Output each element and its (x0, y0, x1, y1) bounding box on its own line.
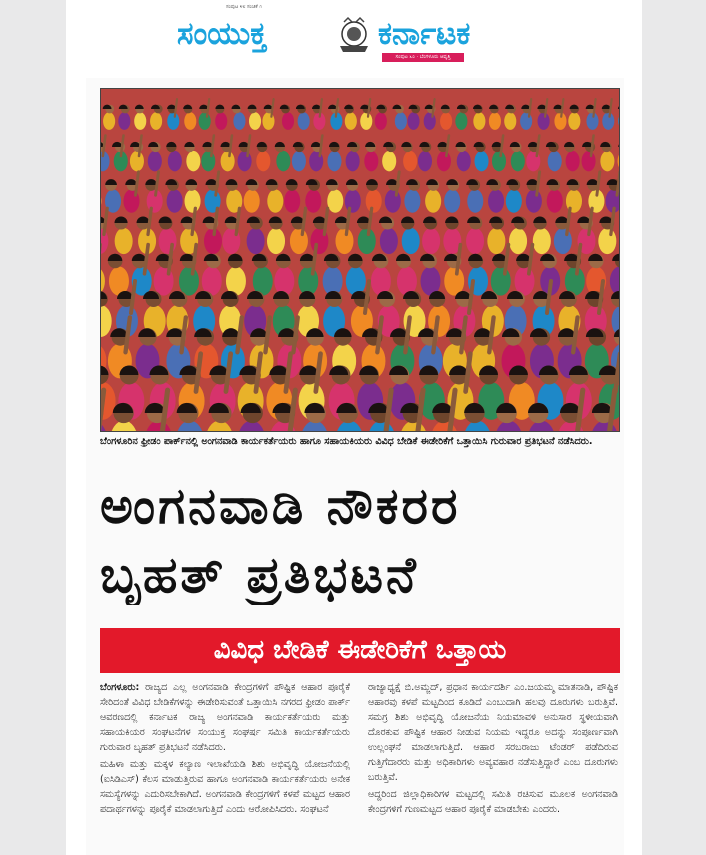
masthead (66, 0, 642, 72)
article-dateline: ಬೆಂಗಳೂರು: (100, 682, 140, 693)
article-text: ರಾಜ್ಯದ ಎಲ್ಲ ಅಂಗನವಾಡಿ ಕೇಂದ್ರಗಳಿಗೆ ಪೌಷ್ಟಿಕ ಆಹಾರ ಪೂರೈಕೆ ಸೇರಿದಂತೆ ವಿವಿಧ ಬೇಡಿಕೆಗಳನ್ನು ಈಡೇರಿಸುವಂತೆ ಒತ್ತಾಯಿಸಿ ನಗರದ ಫ್ರೀಡಂ ಪಾರ್ಕ್ ಆವರಣದಲ್ಲಿ ಕರ್ನಾಟಕ ರಾಜ್ಯ ಅಂಗನವಾಡಿ ಕಾರ್ಯಕರ್ತೆಯರು ಮತ್ತು ಸಹಾಯಕಿಯರ ಸಂಘಟನೆಗಳ ಸಂಯುಕ್ತ ಸಂಘರ್ಷ ಸಮಿತಿ ಕಾರ್ಯಕರ್ತೆಯರು ಗುರುವಾರ ಬೃಹತ್ ಪ್ರತಿಭಟನೆ ನಡೆಸಿದರು. (100, 682, 350, 753)
article-column-right (368, 680, 618, 855)
headline-line-2: ಬೃಹತ್ ಪ್ರತಿಭಟನೆ (100, 546, 419, 604)
masthead-title-right: ಕರ್ನಾಟಕ (378, 16, 471, 52)
masthead-title-left: ಸಂಯುಕ್ತ (177, 16, 267, 52)
article-column-left (100, 680, 350, 855)
protest-crowd-photo (100, 88, 620, 432)
article-paragraph: ಆದ್ದರಿಂದ ಜಿಲ್ಲಾಧಿಕಾರಿಗಳ ಮಟ್ಟದಲ್ಲಿ ಸಮಿತಿ ರಚಿಸುವ ಮೂಲಕ ಅಂಗನವಾಡಿ ಕೇಂದ್ರಗಳಿಗೆ ಗುಣಮಟ್ಟದ ಆಹಾರ ಪೂರೈಕೆ ಮಾಡಬೇಕು ಎಂದರು. (368, 789, 618, 815)
masthead-tagline: ಸಂಪುಟ ೬೦ · ಬೆಂಗಳೂರು ಆವೃತ್ತಿ (382, 53, 464, 62)
subheadline-banner: ವಿವಿಧ ಬೇಡಿಕೆ ಈಡೇರಿಕೆಗೆ ಒತ್ತಾಯ (100, 628, 620, 673)
crowd-illustration (101, 89, 619, 431)
photo-caption: ಬೆಂಗಳೂರಿನ ಫ್ರೀಡಂ ಪಾರ್ಕ್‌ನಲ್ಲಿ ಅಂಗನವಾಡಿ ಕಾರ್ಯಕರ್ತೆಯರು ಹಾಗೂ ಸಹಾಯಕಿಯರು ವಿವಿಧ ಬೇಡಿಕೆ ಈಡೇರಿಕೆಗೆ ಒತ್ತಾಯಿಸಿ ಗುರುವಾರ ಪ್ರತಿಭಟನೆ ನಡೆಸಿದರು. (100, 436, 593, 447)
masthead-issue-info: ಸಂಪುಟ ೪೮ ಸಂಚಿಕೆ ೧ (226, 4, 263, 10)
newspaper-emblem-icon (332, 16, 376, 58)
article-paragraph: ಮಹಿಳಾ ಮತ್ತು ಮಕ್ಕಳ ಕಲ್ಯಾಣ ಇಲಾಖೆಯಡಿ ಶಿಶು ಅಭಿವೃದ್ಧಿ ಯೋಜನೆಯಲ್ಲಿ (ಐಸಿಡಿಎಸ್) ಕೆಲಸ ಮಾಡುತ್ತಿರುವ ಹಾಗೂ ಅಂಗನವಾಡಿ ಕಾರ್ಯಕರ್ತೆಯರು ಅನೇಕ ಸಮಸ್ಯೆಗಳನ್ನು ಎದುರಿಸಬೇಕಾಗಿದೆ. ಅಂಗನವಾಡಿ ಕೇಂದ್ರಗಳಿಗೆ ಕಳಪೆ ಮಟ್ಟದ ಆಹಾರ ಪದಾರ್ಥಗಳನ್ನು ಪೂರೈಕೆ ಮಾಡಲಾಗುತ್ತಿದೆ ಎಂದು ಆರೋಪಿಸಿದರು. ಸಂಘಟನೆ (100, 759, 350, 815)
article-paragraph: ರಾಜ್ಯಾಧ್ಯಕ್ಷೆ ಬಿ.ಅಮ್ಜದ್, ಪ್ರಧಾನ ಕಾರ್ಯದರ್ಶಿ ಎಂ.ಜಯಮ್ಮ ಮಾತನಾಡಿ, ಪೌಷ್ಟಿಕ ಆಹಾರವು ಕಳಪೆ ಮಟ್ಟದಿಂದ ಕೂಡಿದೆ ಎಂಬುದಾಗಿ ಹಲವು ದೂರುಗಳು ಬರುತ್ತಿವೆ. ಸಮಗ್ರ ಶಿಶು ಅಭಿವೃದ್ಧಿ ಯೋಜನೆಯ ನಿಯಮಾವಳಿ ಅನುಸಾರ ಸ್ಥಳೀಯವಾಗಿ ದೊರಕುವ ಪೌಷ್ಟಿಕ ಆಹಾರ ನೀಡುವ ನಿಯಮ ಇದ್ದರೂ ಅದನ್ನು ಸಂಪೂರ್ಣವಾಗಿ ಉಲ್ಲಂಘನೆ ಮಾಡಲಾಗುತ್ತಿದೆ. ಆಹಾರ ಸರಬರಾಜು ಟೆಂಡರ್ ಪಡೆದಿರುವ ಗುತ್ತಿಗೆದಾರರು ಮತ್ತು ಅಧಿಕಾರಿಗಳು ಅವ್ಯವಹಾರ ನಡೆಸುತ್ತಿದ್ದಾರೆ ಎಂಬ ದೂರುಗಳು ಬರುತ್ತಿವೆ. (368, 682, 618, 783)
headline-line-1: ಅಂಗನವಾಡಿ ನೌಕರರ (100, 477, 461, 535)
article-paragraph (100, 680, 350, 755)
